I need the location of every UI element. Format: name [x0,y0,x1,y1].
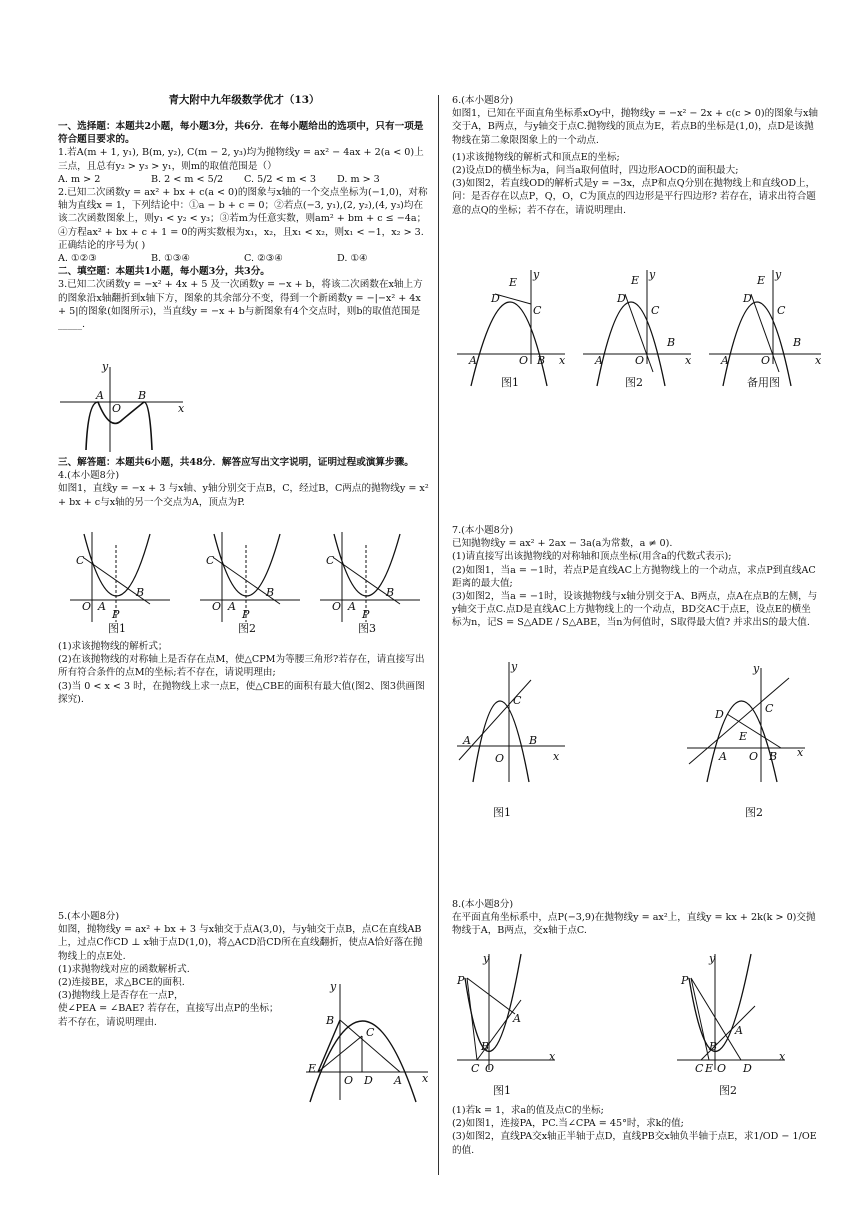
option: C. ②③④ [244,253,283,265]
axis-label-y: y [483,952,490,965]
question-part: (3)抛物线上是否存在一点P， [58,990,184,1002]
option: D. m > 3 [337,173,380,185]
axis-label-x: x [178,402,185,415]
point-label-b: B [537,354,546,367]
point-label-e: E [308,1062,317,1075]
point-label-d: D [617,292,626,305]
question-4: 如图1，直线y = −x + 3 与x轴、y轴分别交于点B，C，经过B，C两点的抛物线y = x² + bx + c与x轴的另一个交点为A，顶点为P. [58,483,429,508]
question-1-options [58,173,430,186]
q4-figure-1 [70,532,170,635]
page-title: 青大附中九年级数学优才（13） [168,94,320,106]
point-label-a: A [348,600,356,613]
question-6-text: 如图1，已知在平面直角坐标系xOy中，抛物线y = −x² − 2x + c(c > 0)的图象与x轴交于A，B两点，与y轴交于点C.抛物线的顶点为E，若点B的坐标是(1,0)，点D是该抛物线在第二象限图象上的一个动点. [452,108,818,146]
point-label-b: B [709,1040,718,1053]
axis-label-y: y [330,980,337,993]
question-7-text: 已知抛物线y = ax² + 2ax − 3a(a为常数，a ≠ 0). [452,538,673,550]
question-part: (1)求抛物线对应的函数解析式. [58,963,190,975]
axis-label-x: x [422,1072,429,1085]
point-label-a: A [719,750,727,763]
question-part: (3)如图2，直线PA交x轴正半轴于点D，直线PB交x轴负半轴于点E，求1/OD − 1/OE的值. [452,1131,817,1156]
question-part: 使∠PEA = ∠BAE? 若存在，直接写出点P的坐标；若不存在，请说明理由. [58,1003,279,1028]
point-label-d: D [715,708,724,721]
question-8 [452,898,820,938]
origin-label: O [332,600,342,613]
point-label-c: C [533,304,542,317]
question-6-head: 6.(本小题8分) [452,95,514,106]
q6-figure-1 [457,268,566,389]
option: B. 2 < m < 5/2 [151,173,224,185]
point-label-b: B [266,586,275,599]
point-label-a: A [228,600,236,613]
q6-figure-2 [583,268,692,389]
point-label-b: B [529,734,538,747]
axis-label-y: y [775,268,782,281]
question-1: 1.若A(m + 1, y₁), B(m, y₂), C(m − 2, y₃)均为抛物线y = ax² − 4ax + 2(a < 0)上三点，且总有y₂ > y₃ > y₁，则m的取值范围是（） [58,147,424,172]
section-header: 二、填空题：本题共1小题，每小题3分，共3分。 [58,266,270,278]
point-label-e: E [739,730,748,743]
origin-label: O [495,752,505,765]
question-8-figures [455,950,825,1100]
question-part: (1)求该抛物线的解析式和顶点E的坐标; [452,151,620,163]
origin-label: O [717,1062,727,1075]
option: A. m > 2 [58,173,101,185]
question-4-figures [70,530,430,636]
origin-label: O [749,750,759,763]
q7-figure-1 [457,660,565,819]
figure-caption: 图2 [745,806,763,819]
question-part: (3)如图2，若直线OD的解析式是y = −3x，点P和点Q分别在抛物线上和直线OD上，问：是否存在以点P，Q，O，C为顶点的四边形是平行四边形? 若存在，请求出符合题意的点Q的坐标；若不存在，请说明理由. [452,178,816,216]
figure-caption: 图1 [493,806,511,819]
question-5-head: 5.(本小题8分) [58,911,120,922]
option: A. ①②③ [58,253,97,265]
point-label-d: D [743,292,752,305]
question-7 [452,524,820,630]
point-label-b: B [326,1014,335,1027]
question-part: (3)当 0 < x < 3 时，在抛物线上求一点E，使△CBE的面积有最大值(图2、图3供画图探究). [58,680,425,705]
question-5-figure [300,980,432,1104]
point-label-c: C [513,694,522,707]
point-label-c: C [471,1062,480,1075]
question-3: 3.已知二次函数y = −x² + 4x + 5 及一次函数y = −x + b，将该二次函数在x轴上方的图象沿x轴翻折到x轴下方，图象的其余部分不变，得到一个新函数y = −|−x² + 4x + 5|的图象(如图所示)，当直线y = −x + b与新图象有4个交点时，则b的取值范围是_____. [58,279,423,331]
point-label-c: C [76,554,85,567]
point-label-a: A [96,389,104,402]
origin-label: O [519,354,529,367]
point-label-p: P [457,974,465,987]
q4-figure-3 [320,532,420,635]
point-label-d: D [491,292,500,305]
question-part: (2)连接BE，求△BCE的面积. [58,977,185,989]
point-label-a: A [469,354,477,367]
question-part: (3)如图2，当a = −1时，设该抛物线与x轴分别交于A、B两点，点A在点B的左侧，与y轴交于点C.点D是直线AC上方抛物线上的一个动点，BD交AC于点E，设点E的横坐标为n，记S = S△ADE / S△ABE，当n为何值时，S取得最大值? 并求出S的最大值. [452,591,818,629]
point-label-c: C [651,304,660,317]
point-label-b: B [667,336,676,349]
axis-label-x: x [559,354,566,367]
q8-figure-1 [456,952,556,1097]
section-solutions [58,456,430,509]
point-label-e: E [705,1062,714,1075]
option: C. 5/2 < m < 3 [244,173,317,185]
question-5-text: 如图，抛物线y = ax² + bx + 3 与x轴交于点A(3,0)，与y轴交于点B，点C在直线AB上，过点C作CD ⊥ x轴于点D(1,0)，将△ACD沿CD所在直线翻折，使点A恰好落在抛物线上的点E处. [58,924,423,962]
point-label-e: E [757,274,766,287]
point-label-a: A [98,600,106,613]
point-label-c: C [695,1062,704,1075]
point-label-p: P [242,608,250,621]
point-label-b: B [769,750,778,763]
figure-caption: 图2 [719,1084,737,1097]
origin-label: O [635,354,645,367]
point-label-c: C [326,554,335,567]
question-2: 2.已知二次函数y = ax² + bx + c(a < 0)的图象与x轴的一个交点坐标为(−1,0)，对称轴为直线x = 1，下列结论中：①a − b + c = 0；②若点(−3, y₁),(2, y₂),(4, y₃)均在该二次函数图象上，则y₁ < y₂ < y₃；③若m为任意实数，则am² + bm + c ≤ −4a；④方程ax² + bx + c + 1 = 0的两实数根为x₁，x₂，且x₁ < x₂，则x₁ < −1，x₂ > 3.正确结论的序号为( ) [58,187,428,251]
origin-label: O [344,1074,354,1087]
origin-label: O [212,600,222,613]
axis-label-x: x [815,354,822,367]
origin-label: O [761,354,771,367]
point-label-b: B [793,336,802,349]
section-header: 一、选择题：本题共2小题，每小题3分，共6分．在每小题给出的选项中，只有一项是符合题目要求的。 [58,121,424,146]
point-label-c: C [777,304,786,317]
figure-caption: 图3 [358,622,376,635]
section-choice [58,120,430,331]
point-label-e: E [509,276,518,289]
question-6 [452,94,820,217]
origin-label: O [485,1062,495,1075]
question-part: (2)在该抛物线的对称轴上是否存在点M，使△CPM为等腰三角形?若存在，请直接写出所有符合条件的点M的坐标;若不存在，请说明理由; [58,654,425,679]
origin-label: O [112,402,122,415]
point-label-c: C [765,702,774,715]
point-label-p: P [681,974,689,987]
column-divider [438,95,439,1175]
origin-label: O [82,600,92,613]
question-2-options [58,252,430,265]
question-8-text: 在平面直角坐标系中，点P(−3,9)在抛物线y = ax²上，直线y = kx + 2k(k > 0)交抛物线于A，B两点，交x轴于点C. [452,912,816,937]
q8-figure-2 [677,952,786,1097]
option: D. ①④ [337,253,368,265]
point-label-d: D [364,1074,373,1087]
question-8-parts [452,1104,820,1157]
section-header: 三、解答题：本题共6小题，共48分．解答应写出文字说明，证明过程或演算步骤。 [58,457,414,468]
axis-label-y: y [511,660,518,673]
question-part: (2)如图1，连接PA，PC.当∠CPA = 45°时，求k的值; [452,1118,684,1130]
point-label-b: B [136,586,145,599]
axis-label-y: y [709,952,716,965]
point-label-a: A [721,354,729,367]
axis-label-x: x [779,1050,786,1063]
axis-label-x: x [685,354,692,367]
question-part: (1)请直接写出该抛物线的对称轴和顶点坐标(用含a的代数式表示); [452,551,732,563]
axis-label-y: y [102,362,109,373]
axis-label-y: y [753,662,760,675]
question-4-head: 4.(本小题8分) [58,470,120,482]
point-label-b: B [138,389,147,402]
point-label-c: C [366,1026,375,1039]
question-8-head: 8.(本小题8分) [452,899,514,910]
figure-caption: 图1 [501,376,519,389]
option: B. ①③④ [151,253,190,265]
axis-label-y: y [649,268,656,281]
question-4-parts [58,640,430,706]
point-label-b: B [386,586,395,599]
point-label-a: A [513,1012,521,1025]
question-6-figures [455,268,825,392]
q6-figure-3 [709,268,822,389]
question-part: (1)若k = 1，求a的值及点C的坐标; [452,1105,604,1116]
figure-caption: 备用图 [747,376,780,389]
point-label-e: E [631,274,640,287]
axis-label-y: y [533,268,540,281]
question-7-head: 7.(本小题8分) [452,525,514,536]
figure-caption: 图2 [625,376,643,389]
point-label-a: A [463,734,471,747]
point-label-p: P [362,608,370,621]
point-label-d: D [743,1062,752,1075]
question-part: (2)设点D的横坐标为a，问当a取何值时，四边形AOCD的面积最大; [452,165,739,177]
point-label-b: B [481,1040,490,1053]
point-label-c: C [206,554,215,567]
question-part: (2)如图1，当a = −1时，若点P是直线AC上方抛物线上的一个动点，求点P到直线AC距离的最大值; [452,564,816,589]
point-label-a: A [735,1024,743,1037]
axis-label-x: x [549,1050,556,1063]
point-label-a: A [394,1074,402,1087]
figure-caption: 图1 [493,1084,511,1097]
axis-label-x: x [553,750,560,763]
question-3-figure [58,362,188,454]
question-7-figures [455,660,825,822]
figure-caption: 图2 [238,622,256,635]
question-part: (1)求该抛物线的解析式； [58,641,168,652]
point-label-a: A [595,354,603,367]
point-label-p: P [112,608,120,621]
q7-figure-2 [687,662,805,819]
q4-figure-2 [200,532,300,635]
axis-label-x: x [797,746,804,759]
figure-caption: 图1 [108,622,126,635]
